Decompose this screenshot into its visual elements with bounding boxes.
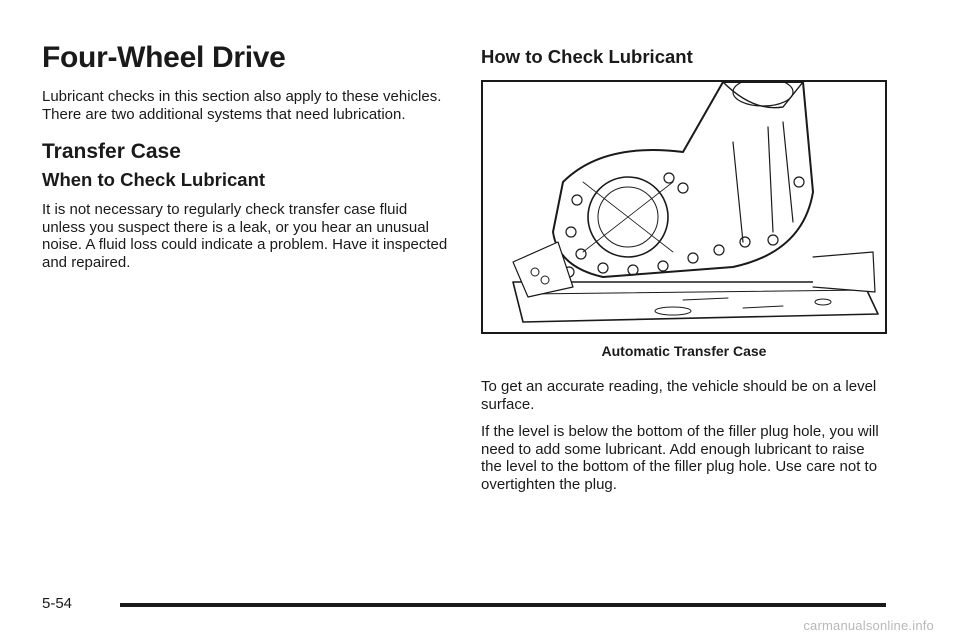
transfer-case-drawing [483, 82, 885, 332]
left-column [42, 40, 452, 281]
section-heading: Transfer Case [42, 140, 181, 163]
figure-caption: Automatic Transfer Case [601, 343, 767, 359]
right-column [481, 46, 887, 503]
transfer-case-illustration [481, 80, 887, 334]
page-title: Four-Wheel Drive [42, 41, 286, 74]
right-paragraph-2: If the level is below the bottom of the filler plug hole, you will need to add some lubricant. Add enough lubricant to raise the level to the bottom of the filler plug hole. Use care not to overtighten the plug. [481, 423, 879, 493]
page-number: 5-54 [42, 595, 73, 612]
footer-rule [120, 603, 886, 607]
sub-heading: When to Check Lubricant [42, 169, 266, 190]
right-paragraph-1: To get an accurate reading, the vehicle should be on a level surface. [481, 378, 877, 413]
intro-paragraph: Lubricant checks in this section also apply to these vehicles. There are two additional systems that need lubrication. [42, 88, 442, 123]
right-heading: How to Check Lubricant [481, 46, 693, 67]
watermark: carmanualsonline.info [803, 618, 934, 633]
body-paragraph: It is not necessary to regularly check transfer case fluid unless you suspect there is a leak, or you hear an unusual noise. A fluid loss could indicate a problem. Have it inspected and repaired. [42, 201, 448, 271]
